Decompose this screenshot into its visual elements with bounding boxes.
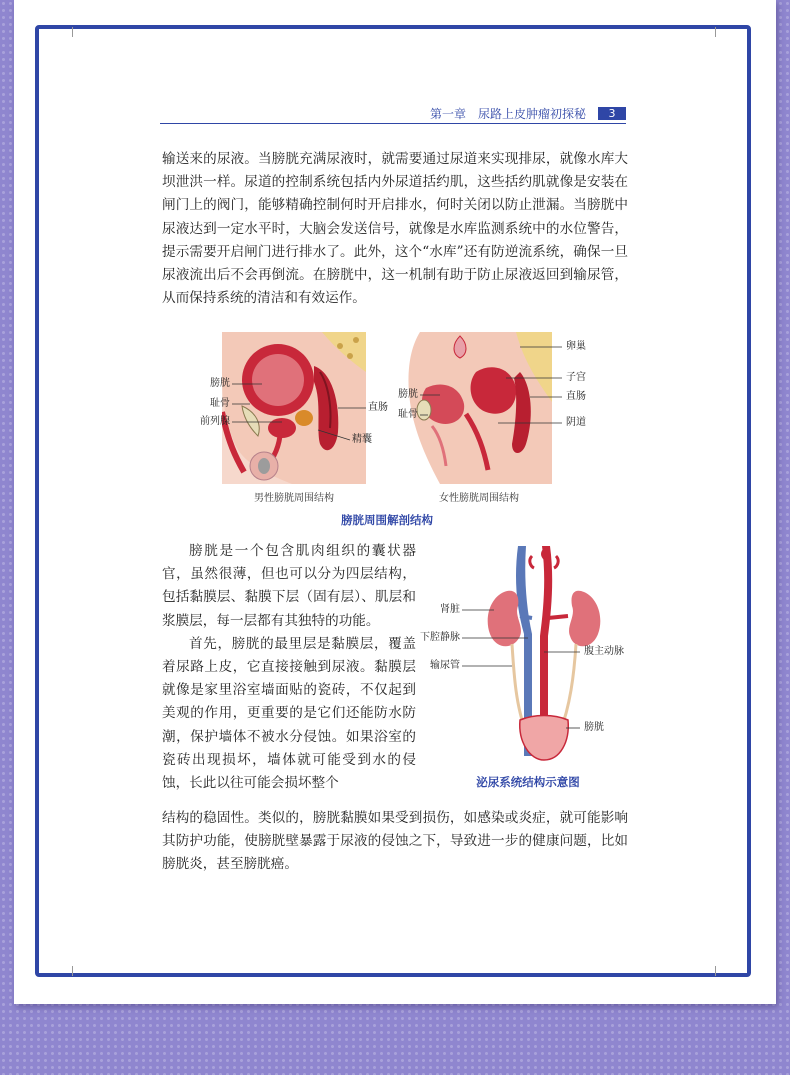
crop-mark <box>72 27 73 37</box>
label-ivc: 下腔静脉 <box>420 632 460 643</box>
body-paragraph-3-part-1: 首先，膀胱的最里层是黏膜层，覆盖着尿路上皮，它直接接触到尿液。黏膜层就像是家里浴室墙面贴的瓷砖，不仅起到美观的作用，更重要的是它们还能防水防潮，保护墙体不被水分侵蚀。如果浴室的瓷砖出现损坏，墙体就可能受到水的侵蚀，长此以往可能会损坏整个 <box>162 635 416 792</box>
label-male-pubis: 耻骨 <box>210 398 230 409</box>
label-female-ovary: 卵巢 <box>566 341 586 352</box>
crop-mark <box>715 966 716 976</box>
crop-mark <box>72 966 73 976</box>
male-figure-sublabel: 男性膀胱周围结构 <box>254 493 334 504</box>
label-kidney: 肾脏 <box>440 604 460 615</box>
label-bladder: 膀胱 <box>584 722 604 733</box>
page-number: 3 <box>598 107 626 120</box>
crop-mark <box>715 27 716 37</box>
figure-2-caption: 泌尿系统结构示意图 <box>476 775 580 789</box>
body-paragraph-2: 膀胱是一个包含肌肉组织的囊状器官，虽然很薄，但也可以分为四层结构，包括黏膜层、黏膜下层（固有层）、肌层和浆膜层，每一层都有其独特的功能。 <box>162 543 416 629</box>
female-figure-sublabel: 女性膀胱周围结构 <box>439 493 519 504</box>
label-male-prostate: 前列腺 <box>200 416 230 427</box>
label-female-uterus: 子宫 <box>566 372 586 383</box>
label-male-seminal: 精囊 <box>352 434 372 445</box>
label-female-bladder: 膀胱 <box>398 389 418 400</box>
label-male-rectum: 直肠 <box>368 402 388 413</box>
label-female-pubis: 耻骨 <box>398 409 418 420</box>
chapter-title: 第一章 尿路上皮肿瘤初探秘 <box>429 107 586 121</box>
label-ureter: 输尿管 <box>430 660 460 671</box>
header-rule <box>160 123 626 124</box>
label-female-rectum: 直肠 <box>566 391 586 402</box>
label-male-bladder: 膀胱 <box>210 378 230 389</box>
label-aorta: 腹主动脉 <box>584 646 624 657</box>
figure-male-anatomy <box>222 332 366 484</box>
male-anatomy-illustration <box>222 332 366 484</box>
body-paragraph-wrap <box>162 540 416 795</box>
running-head <box>160 106 626 122</box>
body-paragraph-3-part-2: 结构的稳固性。类似的，膀胱黏膜如果受到损伤，如感染或炎症，就可能影响其防护功能，使膀胱壁暴露于尿液的侵蚀之下，导致进一步的健康问题，比如膀胱炎，甚至膀胱癌。 <box>162 810 628 873</box>
body-paragraph-1: 输送来的尿液。当膀胱充满尿液时，就需要通过尿道来实现排尿，就像水库大坝泄洪一样。尿道的控制系统包括内外尿道括约肌，这些括约肌就像是安装在闸门上的阀门，能够精确控制何时开启排水，何时关闭以防止泄漏。当膀胱中尿液达到一定水平时，大脑会发送信号，就像是水库监测系统中的水位警告，提示需要开启闸门进行排水了。此外，这个“水库”还有防逆流系统，确保一旦尿液流出后不会再倒流。在膀胱中，这一机制有助于防止尿液返回到输尿管，从而保持系统的清洁和有效运作。 <box>162 151 628 307</box>
figure-1-caption: 膀胱周围解剖结构 <box>341 513 433 527</box>
female-anatomy-illustration <box>406 332 552 484</box>
label-female-vagina: 阴道 <box>566 417 586 428</box>
figure-female-anatomy <box>406 332 552 484</box>
